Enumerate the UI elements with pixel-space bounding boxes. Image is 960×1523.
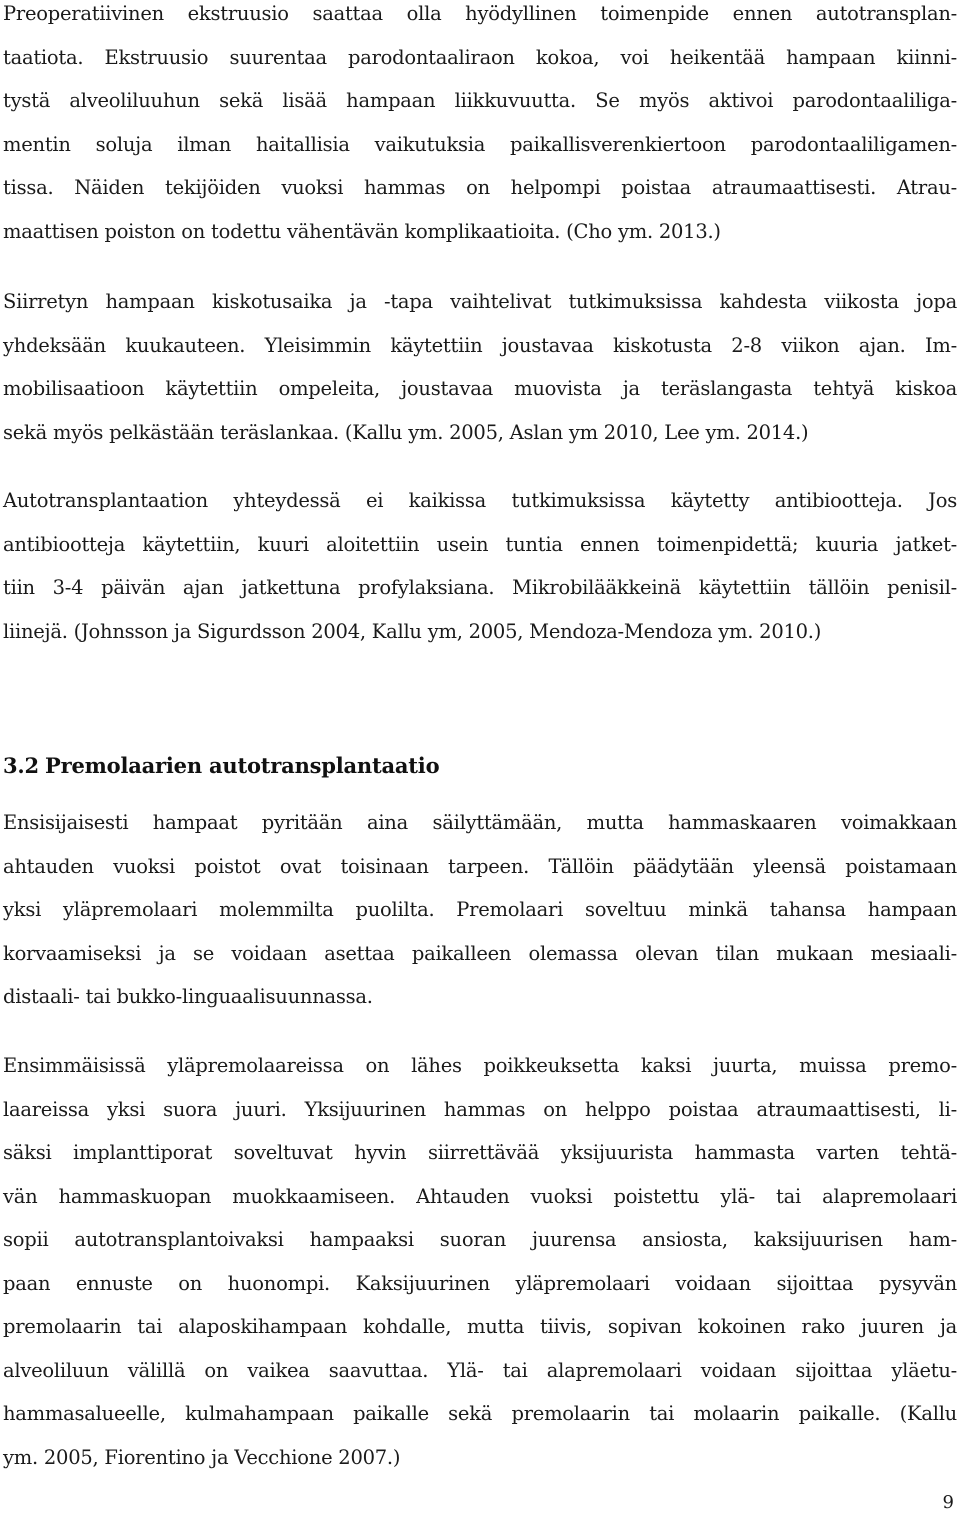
text-line: alveoliluun välillä on vaikea saavuttaa. Ylä- tai alapremolaari voidaan sijoittaa yläetu- <box>3 1358 957 1382</box>
text-line: mobilisaatioon käytettiin ompeleita, joustavaa muovista ja teräslangasta tehtyä kiskoa <box>3 377 957 400</box>
paragraph-premolar-roots <box>3 1044 957 1479</box>
text-line: maattisen poiston on todettu vähentävän komplikaatioita. (Cho ym. 2013.) <box>3 219 721 243</box>
text-line: vän hammaskuopan muokkaamiseen. Ahtauden vuoksi poistettu ylä- tai alapremolaari <box>3 1184 957 1208</box>
text-line: hammasalueelle, kulmahampaan paikalle sekä premolaarin tai molaarin paikalle. (Kallu <box>3 1402 957 1425</box>
text-line: Preoperatiivinen ekstruusio saattaa olla hyödyllinen toimenpide ennen autotransplan- <box>3 2 957 25</box>
text-line: liinejä. (Johnsson ja Sigurdsson 2004, Kallu ym, 2005, Mendoza-Mendoza ym. 2010.) <box>3 619 822 643</box>
text-line: tissa. Näiden tekijöiden vuoksi hammas on helpompi poistaa atraumaattisesti. Atrau- <box>3 176 957 199</box>
text-line: yksi yläpremolaari molemmilta puolilta. Premolaari soveltuu minkä tahansa hampaan <box>3 898 957 921</box>
section-heading <box>3 744 439 788</box>
text-line: tiin 3-4 päivän ajan jatkettuna profylaksiana. Mikrobilääkkeinä käytettiin tällöin penisil- <box>3 576 957 599</box>
text-line: sopii autotransplantoivaksi hampaaksi suoran juurensa ansiosta, kaksijuurisen ham- <box>3 1228 957 1251</box>
text-line: Ensisijaisesti hampaat pyritään aina säilyttämään, mutta hammaskaaren voimakkaan <box>3 811 957 834</box>
text-line: Autotransplantaation yhteydessä ei kaikissa tutkimuksissa käytetty antibioottеja. Jos <box>3 489 957 512</box>
text-line: Siirretyn hampaan kiskotusaika ja -tapa vaihtelivat tutkimuksissa kahdesta viikosta jopa <box>3 290 957 313</box>
text-line: säksi implanttiporat soveltuvat hyvin siirrettävää yksijuurista hammasta varten tehtä- <box>3 1141 957 1164</box>
text-line: Ensimmäisissä yläpremolaareissa on lähes poikkeuksetta kaksi juurta, muissa premo- <box>3 1054 957 1077</box>
text-line: laareissa yksi suora juuri. Yksijuurinen hammas on helppo poistaa atraumaattisesti, li- <box>3 1097 957 1121</box>
text-line: paan ennuste on huonompi. Kaksijuurinen yläpremolaari voidaan sijoittaa pysyvän <box>3 1271 957 1295</box>
text-line: antibioottеja käytettiin, kuuri aloitettiin usein tuntia ennen toimenpidettä; kuuria jatket- <box>3 532 957 556</box>
text-line: taatiota. Ekstruusio suurentaa parodontaaliraon kokoa, voi heikentää hampaan kiinni- <box>3 45 957 69</box>
text-line: mentin soluja ilman haitallisia vaikutuksia paikallisverenkiertoon parodontaaliligamen- <box>3 132 957 156</box>
text-line: korvaamiseksi ja se voidaan asettaa paikalleen olemassa olevan tilan mukaan mesiaali- <box>3 941 957 965</box>
paragraph-extrusion <box>3 0 957 253</box>
text-line: tystä alveoliluuhun sekä lisää hampaan liikkuvuutta. Se myös aktivoi parodontaaliliga- <box>3 89 957 112</box>
text-line: distaali- tai bukko-linguaalisuunnassa. <box>3 985 373 1008</box>
paragraph-premolar-extraction <box>3 801 957 1019</box>
text-line: ahtauden vuoksi poistot ovat toisinaan tarpeen. Tällöin päädytään yleensä poistamaan <box>3 854 957 878</box>
paragraph-splinting <box>3 280 957 454</box>
section-number: 3.2 <box>3 753 39 778</box>
page-number: 9 <box>942 1492 954 1513</box>
section-title: Premolaarien autotransplantaatio <box>45 753 440 778</box>
text-line: ym. 2005, Fiorentino ja Vecchione 2007.) <box>3 1445 401 1469</box>
text-line: premolaarin tai alaposkihampaan kohdalle, mutta tiivis, sopivan kokoinen rako juuren ja <box>3 1315 957 1338</box>
text-line: yhdeksään kuukauteen. Yleisimmin käytettiin joustavaa kiskotusta 2-8 viikon ajan. Im- <box>3 333 957 357</box>
paragraph-antibiotics <box>3 479 957 653</box>
text-line: sekä myös pelkästään teräslankaa. (Kallu ym. 2005, Aslan ym 2010, Lee ym. 2014.) <box>3 420 809 444</box>
